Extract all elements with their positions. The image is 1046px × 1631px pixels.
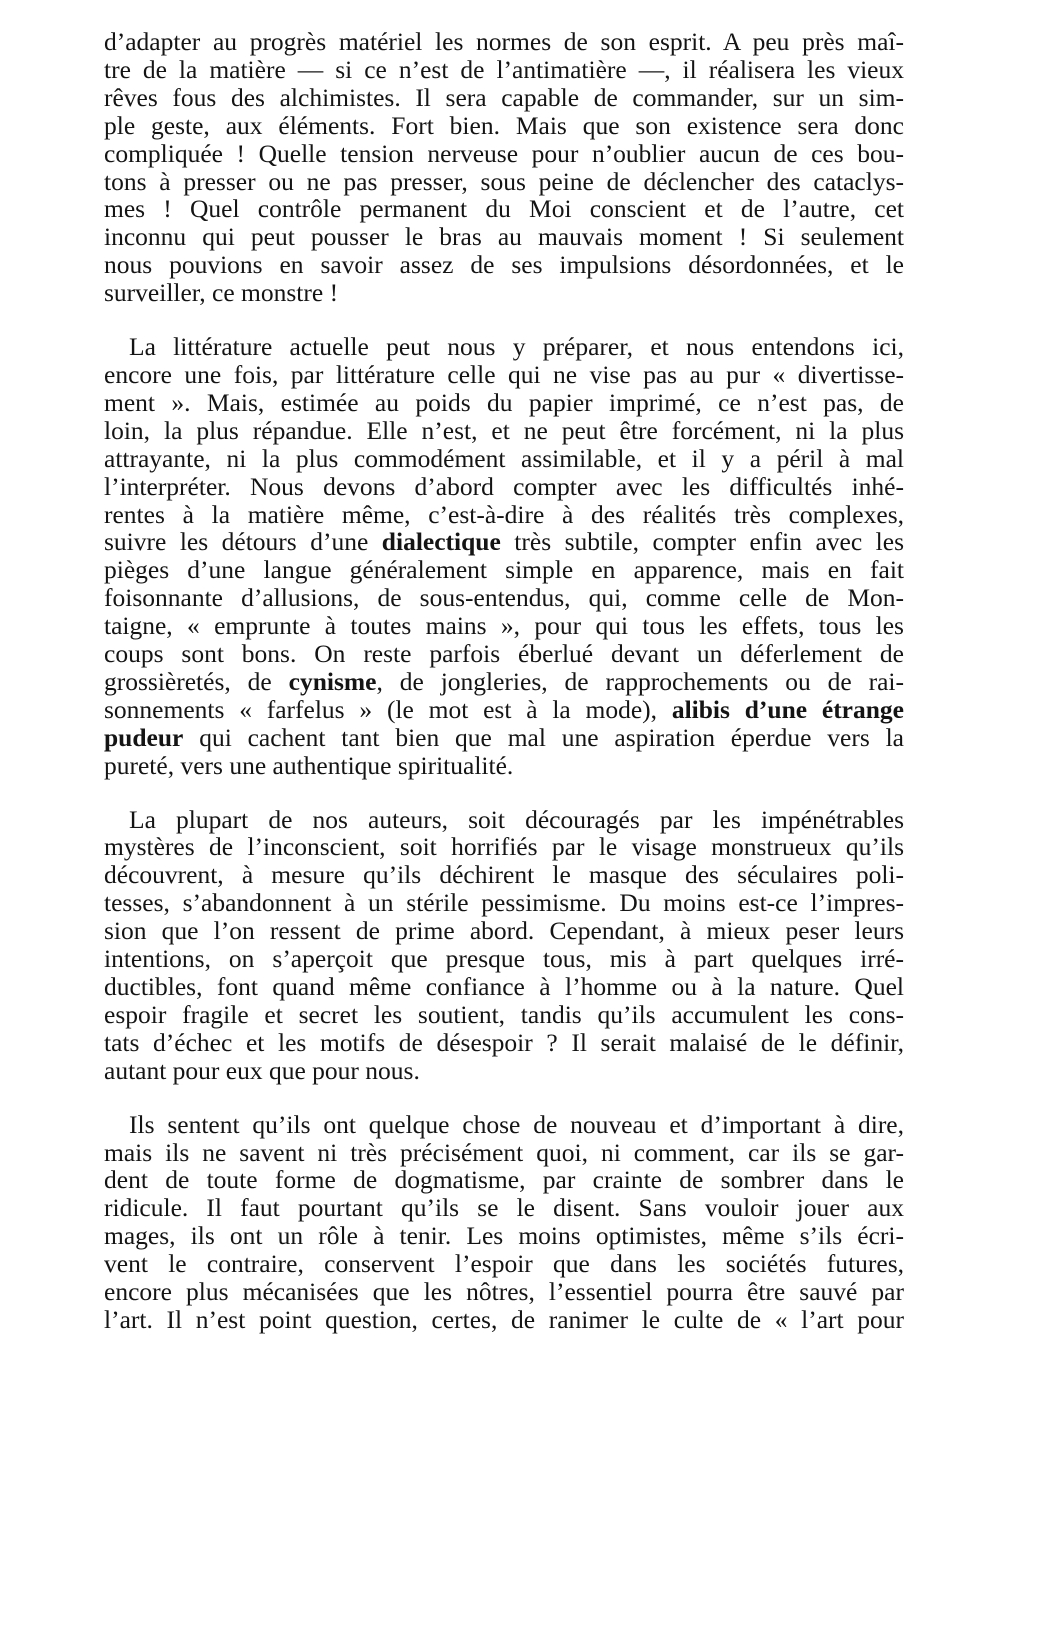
text-run: ment ». Mais, estimée au poids du papier imprimé, ce n’est pas, de (104, 387, 904, 417)
text-run: très subtile, compter enfin avec les (500, 527, 904, 557)
text-line (104, 251, 904, 279)
text-line (104, 917, 904, 945)
text-line (104, 56, 904, 84)
bold-term-pudeur: pudeur (104, 722, 184, 752)
text-run: ridicule. Il faut pourtant qu’ils se le disent. Sans vouloir jouer aux (104, 1193, 904, 1223)
text-line (104, 584, 904, 612)
text-run: coups sont bons. On reste parfois éberlué devant un déferlement de (104, 639, 904, 669)
text-run: encore une fois, par littérature celle qui ne vise pas au pur « divertisse- (104, 359, 904, 389)
text-run: mages, ils ont un rôle à tenir. Les moins optimistes, même s’ils écri- (104, 1221, 904, 1251)
text-line (104, 389, 904, 417)
text-run: l’art. Il n’est point question, certes, de ranimer le culte de « l’art pour (104, 1304, 904, 1334)
text-line (104, 1194, 904, 1222)
text-line (104, 945, 904, 973)
text-line (104, 1222, 904, 1250)
paragraph-2 (104, 333, 904, 780)
text-line (104, 361, 904, 389)
bold-term-cynisme: cynisme (288, 666, 377, 696)
text-run: l’interpréter. Nous devons d’abord compter avec les difficultés inhé- (104, 471, 904, 501)
text-run: intentions, on s’aperçoit que presque tous, mis à part quelques irré- (104, 944, 904, 974)
text-run: grossièretés, de (104, 666, 289, 696)
text-line (104, 140, 904, 168)
text-run: mes ! Quel contrôle permanent du Moi conscient et de l’autre, cet (104, 194, 904, 224)
text-run: compliquée ! Quelle tension nerveuse pour n’oublier aucun de ces bou- (104, 138, 904, 168)
text-line (104, 195, 904, 223)
text-run: dent de toute forme de dogmatisme, par crainte de sombrer dans le (104, 1165, 904, 1195)
text-run: sion que l’on ressent de prime abord. Cependant, à mieux peser leurs (104, 916, 904, 946)
text-line (104, 724, 904, 752)
text-line (104, 333, 904, 361)
text-line (104, 1001, 904, 1029)
text-line (104, 640, 904, 668)
text-run: La plupart de nos auteurs, soit découragés par les impénétrables (129, 804, 904, 834)
text-line (104, 1306, 904, 1334)
text-run: foisonnante d’allusions, de sous-entendus, qui, comme celle de Mon- (104, 583, 904, 613)
text-line (104, 501, 904, 529)
text-run: tesses, s’abandonnent à un stérile pessimisme. Du moins est-ce l’impres- (104, 888, 904, 918)
text-run: pureté, vers une authentique spiritualité. (104, 750, 514, 780)
text-line (104, 528, 904, 556)
text-line (104, 1139, 904, 1167)
text-run: tons à presser ou ne pas presser, sous peine de déclencher des cataclys- (104, 166, 904, 196)
paragraph-4 (104, 1111, 904, 1334)
text-run: Ils sentent qu’ils ont quelque chose de nouveau et d’important à dire, (129, 1109, 904, 1139)
text-run: ductibles, font quand même confiance à l’homme ou à la nature. Quel (104, 972, 904, 1001)
text-run: espoir fragile et secret les soutient, tandis qu’ils accumulent les cons- (104, 999, 904, 1029)
text-run: sonnements « farfelus » (le mot est à la mode), (104, 694, 672, 724)
text-line (104, 833, 904, 861)
text-line (104, 279, 904, 307)
text-line (104, 223, 904, 251)
text-line (104, 1029, 904, 1057)
text-run: vent le contraire, conservent l’espoir que dans les sociétés futures, (104, 1249, 904, 1279)
text-line (104, 473, 904, 501)
text-line (104, 668, 904, 696)
text-run: loin, la plus répandue. Elle n’est, et ne peut être forcément, ni la plus (104, 415, 904, 445)
text-run: rentes à la matière même, c’est-à-dire à des réalités très complexes, (104, 499, 904, 529)
text-run: autant pour eux que pour nous. (104, 1055, 420, 1085)
page-text (104, 28, 904, 1334)
text-line (104, 889, 904, 917)
text-run: mystères de l’inconscient, soit horrifiés par le visage monstrueux qu’ils (104, 832, 904, 862)
text-run: nous pouvions en savoir assez de ses impulsions désordonnées, et le (104, 250, 904, 280)
text-run: , de jongleries, de rapprochements ou de rai- (376, 666, 904, 696)
text-line (104, 556, 904, 584)
text-line (104, 752, 904, 780)
paragraph-3 (104, 806, 904, 1085)
text-run: La littérature actuelle peut nous y préparer, et nous entendons ici, (129, 332, 904, 362)
text-run: attrayante, ni la plus commodément assimilable, et il y a péril à mal (104, 443, 904, 473)
text-run: rêves fous des alchimistes. Il sera capable de commander, sur un sim- (104, 82, 904, 112)
text-run: tre de la matière — si ce n’est de l’antimatière —, il réalisera les vieux (104, 54, 904, 84)
text-run: qui cachent tant bien que mal une aspiration éperdue vers la (183, 722, 904, 752)
text-line (104, 1278, 904, 1306)
text-run: tats d’échec et les motifs de désespoir ? Il serait malaisé de le définir, (104, 1027, 904, 1057)
text-line (104, 1250, 904, 1278)
text-line (104, 612, 904, 640)
text-line (104, 168, 904, 196)
text-run: d’adapter au progrès matériel les normes de son esprit. A peu près maî- (104, 27, 904, 56)
text-line (104, 1166, 904, 1194)
text-run: découvrent, à mesure qu’ils déchirent le masque des séculaires poli- (104, 860, 904, 890)
text-line (104, 696, 904, 724)
text-run: mais ils ne savent ni très précisément quoi, ni comment, car ils se gar- (104, 1137, 904, 1167)
text-run: taigne, « emprunte à toutes mains », pour qui tous les effets, tous les (104, 611, 904, 641)
text-run: suivre les détours d’une (104, 527, 382, 557)
text-line (104, 1057, 904, 1085)
text-line (104, 806, 904, 834)
text-run: inconnu qui peut pousser le bras au mauvais moment ! Si seulement (104, 222, 904, 252)
text-line (104, 84, 904, 112)
text-line (104, 28, 904, 56)
text-run: encore plus mécanisées que les nôtres, l’essentiel pourra être sauvé par (104, 1277, 904, 1307)
text-line (104, 1111, 904, 1139)
paragraph-1 (104, 28, 904, 307)
text-line (104, 112, 904, 140)
text-line (104, 445, 904, 473)
text-run: pièges d’une langue généralement simple en apparence, mais en fait (104, 555, 904, 585)
text-run: surveiller, ce monstre ! (104, 278, 339, 308)
text-run: ple geste, aux éléments. Fort bien. Mais que son existence sera donc (104, 110, 904, 140)
bold-term-dialectique: dialectique (381, 527, 501, 557)
bold-term-alibis: alibis d’une étrange (671, 694, 905, 724)
text-line (104, 417, 904, 445)
text-line (104, 973, 904, 1001)
text-line (104, 861, 904, 889)
